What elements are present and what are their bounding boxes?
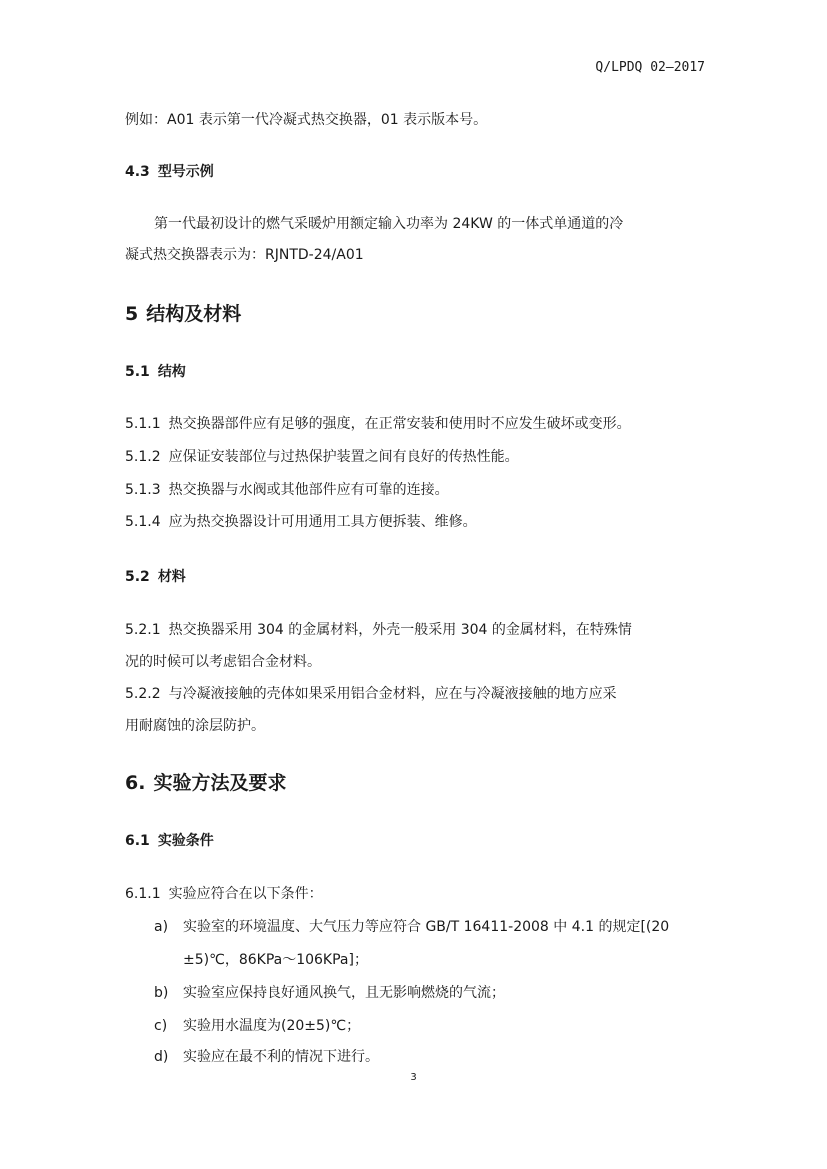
clause-text: 热交换器与水阀或其他部件应有可靠的连接。 [168, 482, 449, 498]
clause-text: 热交换器部件应有足够的强度，在正常安装和使用时不应发生破坏或变形。 [168, 416, 631, 432]
clause-5-2-1-line-2: 况的时候可以考虑铝合金材料。 [125, 654, 321, 670]
page-number: 3 [410, 1072, 417, 1083]
paragraph-4-3-line-2: 凝式热交换器表示为：RJNTD-24/A01 [125, 247, 364, 263]
clause-number: 6.1.1 [125, 886, 161, 902]
heading-5 [125, 299, 241, 326]
heading-text: 结构 [157, 364, 186, 380]
heading-6-1 [125, 830, 214, 850]
list-item-a-line-2: ±5)℃，86KPa～106KPa]； [183, 952, 368, 968]
clause-number: 5.2.2 [125, 686, 161, 702]
heading-text: 实验条件 [157, 833, 214, 849]
clause-5-1-1 [125, 413, 631, 433]
clause-number: 5.1.1 [125, 416, 161, 432]
clause-5-1-2 [125, 446, 519, 466]
clause-text: 热交换器采用 304 的金属材料，外壳一般采用 304 的金属材料，在特殊情 [168, 622, 632, 638]
clause-text: 与冷凝液接触的壳体如果采用铝合金材料，应在与冷凝液接触的地方应采 [168, 686, 617, 702]
heading-6 [125, 768, 286, 795]
clause-number: 5.2.1 [125, 622, 161, 638]
heading-text: 型号示例 [157, 164, 214, 180]
clause-number: 5.1.3 [125, 482, 161, 498]
clause-text: 应为热交换器设计可用通用工具方便拆装、维修。 [168, 514, 477, 530]
list-text: 实验室应保持良好通风换气，且无影响燃烧的气流； [183, 985, 505, 1001]
clause-5-1-4 [125, 511, 477, 531]
clause-5-2-2-line-2: 用耐腐蚀的涂层防护。 [125, 718, 265, 734]
clause-5-2-1 [125, 619, 632, 639]
heading-number: 6. [125, 772, 146, 794]
clause-5-2-2 [125, 683, 617, 703]
heading-number: 5.1 [125, 364, 150, 380]
heading-number: 5 [125, 303, 139, 325]
list-text: 实验室的环境温度、大气压力等应符合 GB/T 16411-2008 中 4.1 的规定[(20 [183, 919, 670, 935]
list-label: b) [154, 985, 169, 1001]
heading-5-2 [125, 566, 186, 586]
heading-5-1 [125, 361, 186, 381]
heading-number: 5.2 [125, 569, 150, 585]
heading-number: 4.3 [125, 164, 150, 180]
clause-number: 5.1.2 [125, 449, 161, 465]
list-item-c [154, 1015, 360, 1035]
list-label: a) [154, 919, 169, 935]
heading-number: 6.1 [125, 833, 150, 849]
list-label: d) [154, 1049, 169, 1065]
heading-text: 结构及材料 [146, 303, 242, 325]
list-item-b [154, 982, 505, 1002]
example-line: 例如：A01 表示第一代冷凝式热交换器，01 表示版本号。 [125, 112, 488, 128]
clause-number: 5.1.4 [125, 514, 161, 530]
clause-5-1-3 [125, 479, 449, 499]
document-code: Q/LPDQ 02—2017 [595, 60, 705, 75]
heading-4-3 [125, 161, 214, 181]
list-text: 实验用水温度为(20±5)℃； [183, 1018, 361, 1034]
clause-text: 实验应符合在以下条件： [168, 886, 323, 902]
paragraph-4-3-line-1: 第一代最初设计的燃气采暖炉用额定输入功率为 24KW 的一体式单通道的冷 [154, 216, 624, 232]
list-item-a [154, 916, 669, 936]
heading-text: 材料 [157, 569, 186, 585]
list-item-d [154, 1046, 379, 1066]
heading-text: 实验方法及要求 [153, 772, 287, 794]
clause-text: 应保证安装部位与过热保护装置之间有良好的传热性能。 [168, 449, 519, 465]
list-text: 实验应在最不利的情况下进行。 [183, 1049, 379, 1065]
clause-6-1-1 [125, 883, 323, 903]
list-label: c) [154, 1018, 168, 1034]
